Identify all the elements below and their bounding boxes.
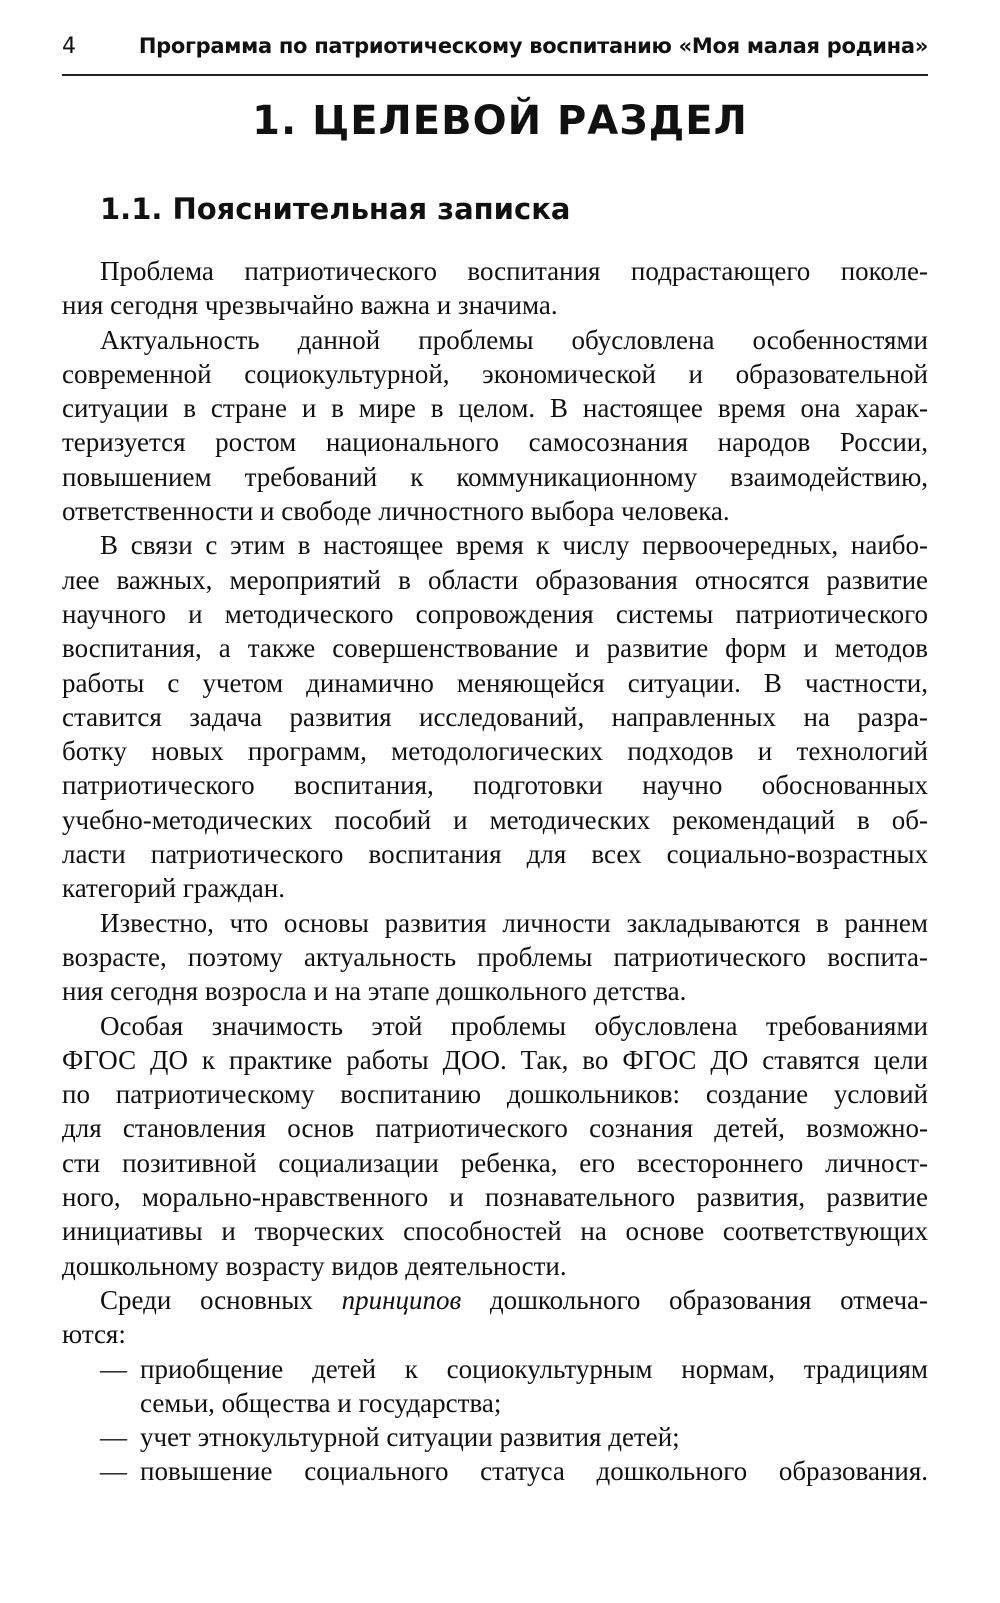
paragraph-line: для становления основ патриотического сознания детей, возможно-	[62, 1113, 928, 1144]
paragraph-line: научного и методического сопровождения системы патриотического	[62, 598, 928, 629]
paragraph-line: инициативы и творческих способностей на основе соответствующих	[62, 1216, 928, 1247]
paragraph-line: учебно-методических пособий и методических рекомендаций в об-	[62, 804, 928, 835]
list-item-line	[62, 1454, 928, 1488]
paragraph-line: работы с учетом динамично меняющейся ситуации. В частности,	[62, 667, 928, 698]
paragraph-line: по патриотическому воспитанию дошкольников: создание условий	[62, 1079, 928, 1110]
paragraph-line: ласти патриотического воспитания для всех социально-возрастных	[62, 839, 928, 870]
paragraph-line: Известно, что основы развития личности закладываются в раннем	[100, 907, 928, 938]
running-header	[62, 30, 928, 70]
paragraph-line: Проблема патриотического воспитания подрастающего поколе-	[100, 256, 928, 286]
italic-term: принципов	[341, 1284, 462, 1315]
subsection-title: 1.1. Пояснительная записка	[100, 192, 571, 226]
page-number: 4	[62, 34, 76, 59]
paragraph-line: воспитания, а также совершенствование и развитие форм и методов	[62, 633, 928, 664]
list-item-text: семьи, общества и государства;	[140, 1387, 502, 1418]
paragraph-line: теризуется ростом национального самосознания народов России,	[62, 427, 928, 458]
header-rule	[62, 74, 928, 76]
paragraph-line: ФГОС ДО к практике работы ДОО. Так, во ФГОС ДО ставятся цели	[62, 1044, 928, 1075]
paragraph-line: ния сегодня чрезвычайно важна и значима.	[62, 290, 558, 321]
paragraph-line: Актуальность данной проблемы обусловлена особенностями	[100, 324, 928, 355]
paragraph-line: ставится задача развития исследований, направленных на разра-	[62, 701, 928, 732]
paragraph-line: возрасте, поэтому актуальность проблемы патриотического воспита-	[62, 941, 928, 972]
paragraph-line: ботку новых программ, методологических подходов и технологий	[62, 736, 928, 767]
paragraph-line	[62, 1283, 928, 1317]
paragraph-line: повышением требований к коммуникационному взаимодействию,	[62, 461, 928, 492]
paragraph-line: ются:	[62, 1319, 126, 1350]
text-segment: дошкольного образования отмеча-	[461, 1284, 928, 1315]
list-dash: —	[100, 1353, 127, 1384]
list-item-line	[62, 1420, 928, 1454]
paragraph-line: Особая значимость этой проблемы обусловлена требованиями	[100, 1010, 928, 1041]
paragraph-line: патриотического воспитания, подготовки научно обоснованных	[62, 770, 928, 801]
paragraph-line: В связи с этим в настоящее время к числу первоочередных, наибо-	[100, 530, 928, 561]
list-item-line	[62, 1386, 928, 1420]
paragraph-line: сти позитивной социализации ребенка, его всестороннего личност-	[62, 1147, 928, 1178]
paragraph-line: ного, морально-нравственного и познавательного развития, развитие	[62, 1182, 928, 1213]
paragraph-line: ния сегодня возросла и на этапе дошкольного детства.	[62, 976, 687, 1007]
body-text	[62, 254, 928, 1489]
running-title: Программа по патриотическому воспитанию «Моя малая родина»	[138, 34, 928, 58]
list-item-text: повышение социального статуса дошкольного образования.	[140, 1456, 928, 1487]
text-segment: Среди основных	[100, 1284, 342, 1315]
paragraph-line: современной социокультурной, экономической и образовательной	[62, 358, 928, 389]
list-item-text: приобщение детей к социокультурным нормам, традициям	[140, 1353, 928, 1384]
paragraph-line: ответственности и свободе личностного выбора человека.	[62, 496, 730, 527]
paragraph-line: лее важных, мероприятий в области образования относятся развитие	[62, 564, 928, 595]
list-item-text: учет этнокультурной ситуации развития детей;	[140, 1422, 680, 1453]
list-item-line	[62, 1352, 928, 1386]
list-dash: —	[100, 1422, 127, 1453]
paragraph-line: ситуации в стране и в мире в целом. В настоящее время она харак-	[62, 393, 928, 424]
list-dash: —	[100, 1456, 127, 1487]
section-title: 1. ЦЕЛЕВОЙ РАЗДЕЛ	[252, 98, 748, 144]
paragraph-line: дошкольному возрасту видов деятельности.	[62, 1250, 567, 1281]
paragraph-line: категорий граждан.	[62, 873, 285, 904]
